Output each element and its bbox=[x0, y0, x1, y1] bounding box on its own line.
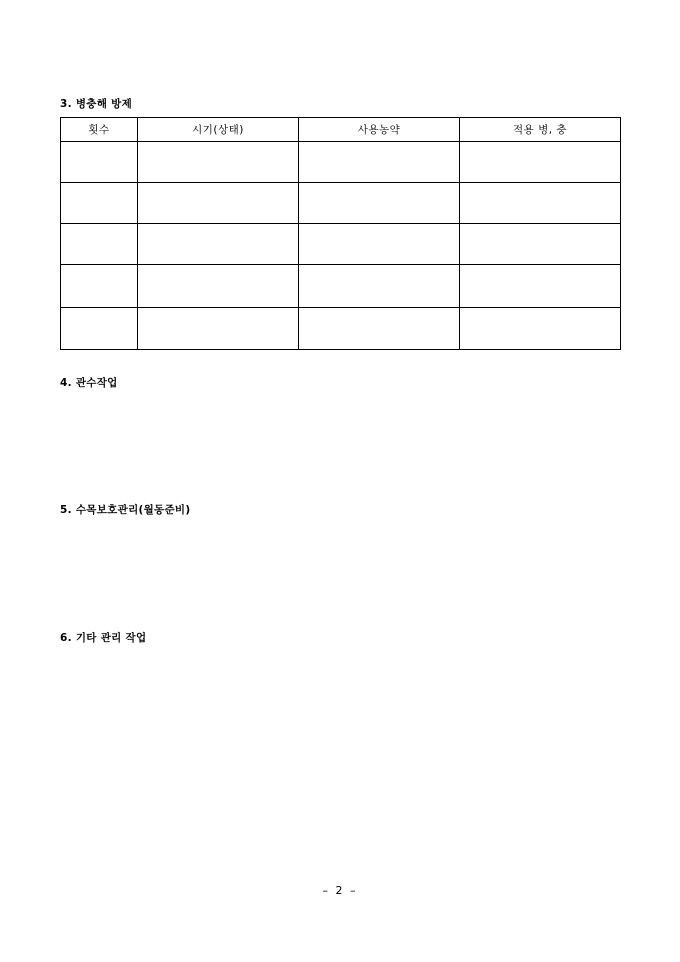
table-cell[interactable] bbox=[460, 142, 621, 183]
table-cell[interactable] bbox=[138, 142, 299, 183]
section-title-tree-protection: 5. 수목보호관리(월동준비) bbox=[60, 504, 191, 516]
table-cell[interactable] bbox=[138, 183, 299, 224]
pest-control-table bbox=[60, 117, 621, 350]
table-cell[interactable] bbox=[299, 308, 460, 350]
header-pesticide: 사용농약 bbox=[299, 118, 460, 142]
section-title-other-work: 6. 기타 관리 작업 bbox=[60, 632, 147, 644]
table-cell[interactable] bbox=[299, 142, 460, 183]
header-count: 횟수 bbox=[61, 118, 138, 142]
table-cell[interactable] bbox=[299, 265, 460, 308]
page-number: – 2 – bbox=[322, 884, 358, 897]
table-cell[interactable] bbox=[138, 224, 299, 265]
table-cell[interactable] bbox=[138, 308, 299, 350]
table-cell[interactable] bbox=[460, 265, 621, 308]
table-cell[interactable] bbox=[460, 308, 621, 350]
table-cell[interactable] bbox=[61, 224, 138, 265]
table-row bbox=[61, 183, 621, 224]
section-title-pest-control: 3. 병충해 방제 bbox=[60, 98, 133, 110]
table-cell[interactable] bbox=[61, 183, 138, 224]
table-cell[interactable] bbox=[61, 308, 138, 350]
header-target-pest: 적용 병, 충 bbox=[460, 118, 621, 142]
table-cell[interactable] bbox=[61, 142, 138, 183]
table-cell[interactable] bbox=[138, 265, 299, 308]
table-cell[interactable] bbox=[299, 183, 460, 224]
table-cell[interactable] bbox=[61, 265, 138, 308]
table-row bbox=[61, 308, 621, 350]
table-cell[interactable] bbox=[460, 183, 621, 224]
table-row bbox=[61, 265, 621, 308]
table-cell[interactable] bbox=[460, 224, 621, 265]
table-row bbox=[61, 224, 621, 265]
table-cell[interactable] bbox=[299, 224, 460, 265]
header-timing: 시기(상태) bbox=[138, 118, 299, 142]
section-title-irrigation: 4. 관수작업 bbox=[60, 377, 118, 389]
table-row bbox=[61, 142, 621, 183]
table-header-row bbox=[61, 118, 621, 142]
